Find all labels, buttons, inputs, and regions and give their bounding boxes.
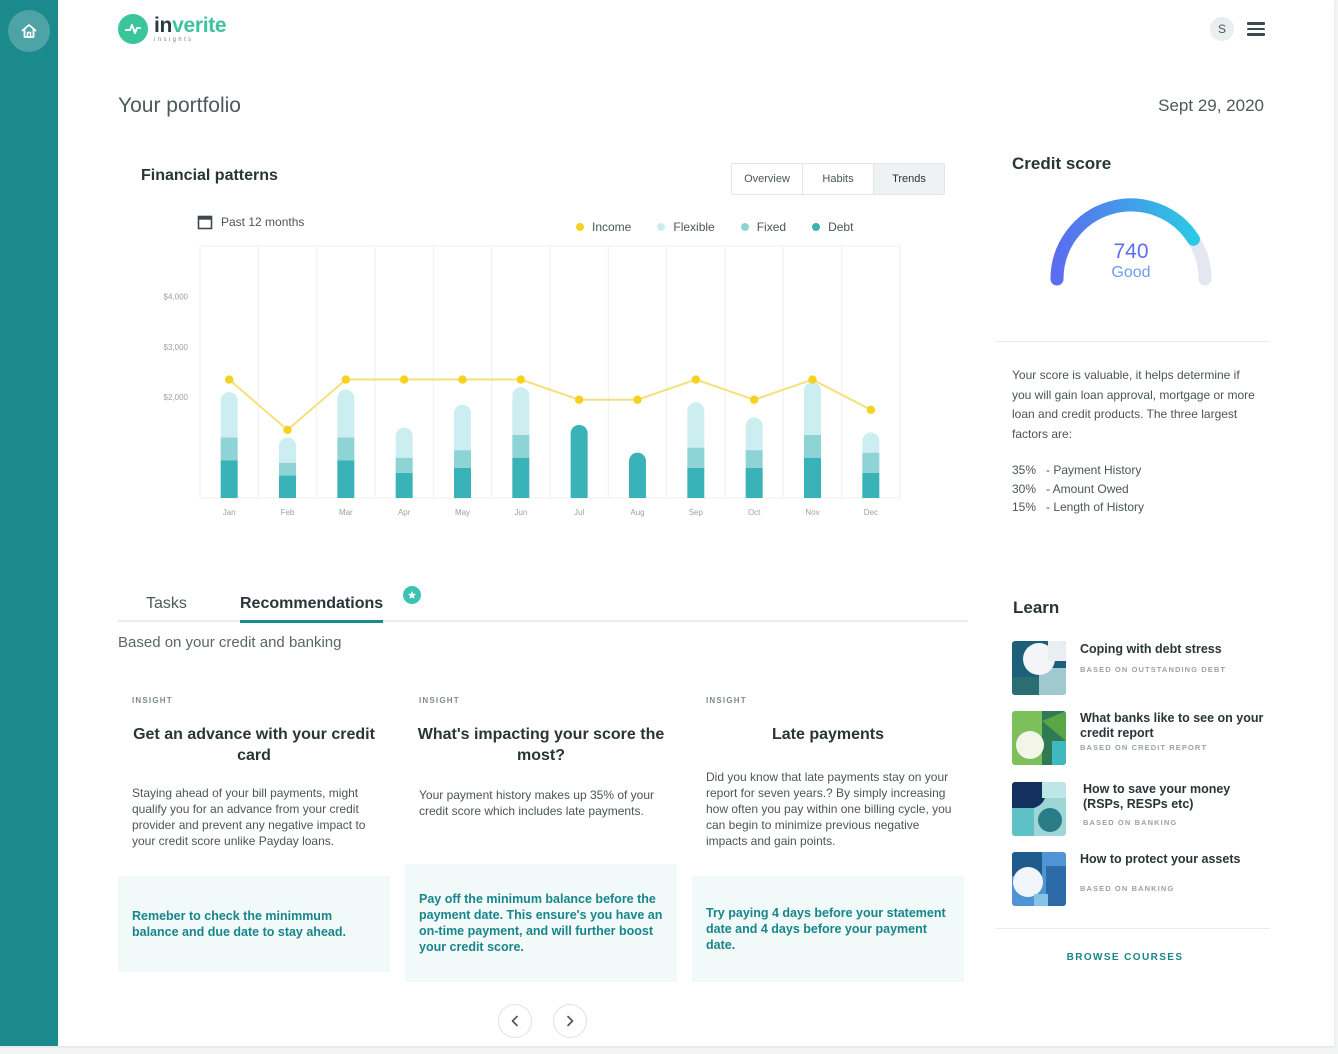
bar-flexible (512, 387, 529, 435)
course-tag: BASED ON BANKING (1083, 818, 1178, 827)
income-point (575, 396, 583, 404)
x-tick-label: Jan (222, 508, 236, 517)
card-kicker: INSIGHT (419, 696, 460, 705)
income-point (458, 375, 466, 383)
card-tip: Pay off the minimum balance before the payment date. This ensure's you have an on-time payment, and will further boost your credit score. (405, 864, 677, 982)
brand-subtitle: insights (154, 37, 194, 43)
legend-item-income: Income (576, 220, 631, 234)
credit-score-factors (1012, 461, 1144, 517)
bar-debt (337, 460, 354, 498)
financial-patterns-chart (150, 240, 920, 530)
income-point (867, 406, 875, 414)
x-tick-label: Sep (688, 508, 703, 517)
course-thumbnail (1012, 641, 1066, 695)
bar-fixed (396, 458, 413, 473)
tab-overview[interactable]: Overview (732, 164, 803, 194)
course-thumbnail (1012, 852, 1066, 906)
bar-flexible (746, 417, 763, 450)
bar-flexible (221, 392, 238, 437)
chevron-right-icon (565, 1015, 575, 1027)
factor-row: 35% - Payment History (1012, 463, 1142, 477)
card-title: Get an advance with your credit card (133, 726, 375, 764)
learn-title: Learn (1013, 598, 1060, 617)
tab-habits[interactable]: Habits (803, 164, 874, 194)
next-button[interactable] (553, 1004, 587, 1038)
browse-courses-link[interactable]: BROWSE COURSES (1066, 952, 1184, 963)
bar-debt (746, 468, 763, 498)
x-tick-label: Apr (397, 508, 411, 517)
course-title: How to protect your assets (1080, 852, 1241, 866)
tab-trends[interactable]: Trends (874, 164, 944, 194)
insight-card[interactable] (692, 686, 964, 982)
course-tag: BASED ON OUTSTANDING DEBT (1080, 665, 1227, 674)
sidebar (0, 0, 58, 1046)
bar-debt (571, 425, 588, 498)
card-body: Staying ahead of your bill payments, might qualify you for an advance from your credit provider and prevent any negative impact to your credit score unlike Payday loans. (132, 786, 366, 848)
x-tick-label: Dec (863, 508, 878, 517)
factor-row: 15% - Length of History (1012, 500, 1145, 514)
page-title: Your portfolio (118, 94, 241, 117)
bar-fixed (279, 463, 296, 476)
course-item[interactable] (1012, 641, 1272, 695)
bar-flexible (687, 402, 704, 447)
recommendations-subtitle: Based on your credit and banking (118, 634, 342, 651)
brand-logo[interactable] (118, 14, 226, 44)
bar-flexible (804, 382, 821, 435)
brand-name: inverite (154, 14, 227, 37)
bar-fixed (687, 448, 704, 468)
bar-debt (279, 475, 296, 498)
x-tick-label: Nov (805, 508, 820, 517)
bar-debt (804, 458, 821, 498)
x-tick-label: May (454, 508, 471, 517)
bar-fixed (746, 450, 763, 468)
credit-score-value: 740 (1113, 240, 1149, 263)
view-segmented-control (731, 163, 945, 195)
course-tag: BASED ON BANKING (1080, 884, 1175, 893)
income-point (808, 375, 816, 383)
chevron-left-icon (510, 1015, 520, 1027)
course-title: Coping with debt stress (1080, 642, 1222, 656)
bar-debt (221, 460, 238, 498)
tab-tasks[interactable]: Tasks (146, 595, 187, 612)
bar-debt (687, 468, 704, 498)
bar-fixed (804, 435, 821, 458)
hamburger-menu-icon[interactable] (1244, 17, 1268, 41)
income-point (692, 375, 700, 383)
course-thumbnail (1012, 711, 1066, 765)
financial-patterns-title: Financial patterns (141, 167, 278, 184)
course-thumbnail (1012, 782, 1066, 836)
credit-score-title: Credit score (1012, 154, 1112, 173)
course-item[interactable] (1012, 782, 1272, 836)
bar-fixed (454, 450, 471, 468)
bar-flexible (337, 390, 354, 438)
home-icon (20, 22, 38, 40)
card-body: Your payment history makes up 35% of your credit score which includes late payments. (419, 788, 655, 818)
card-tip: Remeber to check the minimmum balance and due date to stay ahead. (118, 876, 390, 972)
bar-fixed (512, 435, 529, 458)
bar-debt (454, 468, 471, 498)
x-tick-label: Jul (574, 508, 585, 517)
legend-item-fixed: Fixed (741, 220, 786, 234)
bar-debt (629, 453, 646, 498)
course-item[interactable] (1012, 711, 1272, 765)
user-avatar[interactable]: S (1210, 17, 1234, 41)
course-title: How to save your money (RSPs, RESPs etc) (1083, 782, 1231, 811)
y-tick-label: $4,000 (163, 292, 188, 302)
home-button[interactable] (8, 10, 50, 52)
credit-score-description: Your score is valuable, it helps determine if you will gain loan approval, mortgage or more loan and credit products. The three largest factors are: (1012, 368, 1255, 441)
income-point (750, 396, 758, 404)
insight-card[interactable] (118, 686, 390, 982)
course-tag: BASED ON CREDIT REPORT (1080, 743, 1208, 752)
bar-fixed (337, 438, 354, 461)
logo-mark-icon (118, 14, 148, 44)
bar-fixed (862, 453, 879, 473)
bar-fixed (221, 438, 238, 461)
legend-item-debt: Debt (812, 220, 853, 234)
card-tip: Try paying 4 days before your statement date and 4 days before your payment date. (692, 876, 964, 982)
course-item[interactable] (1012, 852, 1272, 906)
card-kicker: INSIGHT (706, 696, 747, 705)
legend-item-flexible: Flexible (657, 220, 714, 234)
tab-recommendations[interactable]: Recommendations (240, 595, 383, 623)
period-selector[interactable] (197, 214, 304, 230)
bar-flexible (454, 405, 471, 450)
bar-flexible (396, 427, 413, 457)
bar-debt (396, 473, 413, 498)
income-point (633, 396, 641, 404)
income-point (517, 375, 525, 383)
bar-flexible (279, 438, 296, 463)
insight-card[interactable] (405, 686, 677, 982)
income-point (225, 375, 233, 383)
star-badge-icon (403, 586, 421, 604)
recommendation-tabs (118, 586, 968, 622)
card-title: Late payments (771, 726, 885, 743)
x-tick-label: Oct (747, 508, 761, 517)
page-date: Sept 29, 2020 (1158, 96, 1264, 115)
card-title: What's impacting your score the most? (417, 726, 665, 764)
card-body: Did you know that late payments stay on your report for seven years.? By simply increasing how often you pay within one billing cycle, you can begin to minimize previous negative impacts and gain points. (706, 770, 952, 848)
x-tick-label: Aug (630, 508, 645, 517)
calendar-icon (197, 214, 213, 230)
y-tick-label: $2,000 (163, 393, 188, 403)
divider (996, 928, 1270, 929)
x-tick-label: Mar (338, 508, 353, 517)
bar-debt (512, 458, 529, 498)
bar-debt (862, 473, 879, 498)
y-tick-label: $3,000 (163, 342, 188, 352)
income-point (283, 426, 291, 434)
x-tick-label: Feb (280, 508, 295, 517)
chart-legend (576, 220, 853, 234)
factor-row: 30% - Amount Owed (1012, 481, 1129, 496)
card-kicker: INSIGHT (132, 696, 173, 705)
period-label: Past 12 months (221, 215, 305, 229)
income-point (400, 375, 408, 383)
credit-score-rating: Good (1111, 264, 1151, 281)
course-title: What banks like to see on your credit report (1080, 711, 1264, 740)
prev-button[interactable] (498, 1004, 532, 1038)
income-point (342, 375, 350, 383)
divider (996, 341, 1270, 342)
bar-flexible (862, 432, 879, 452)
x-tick-label: Jun (514, 508, 528, 517)
